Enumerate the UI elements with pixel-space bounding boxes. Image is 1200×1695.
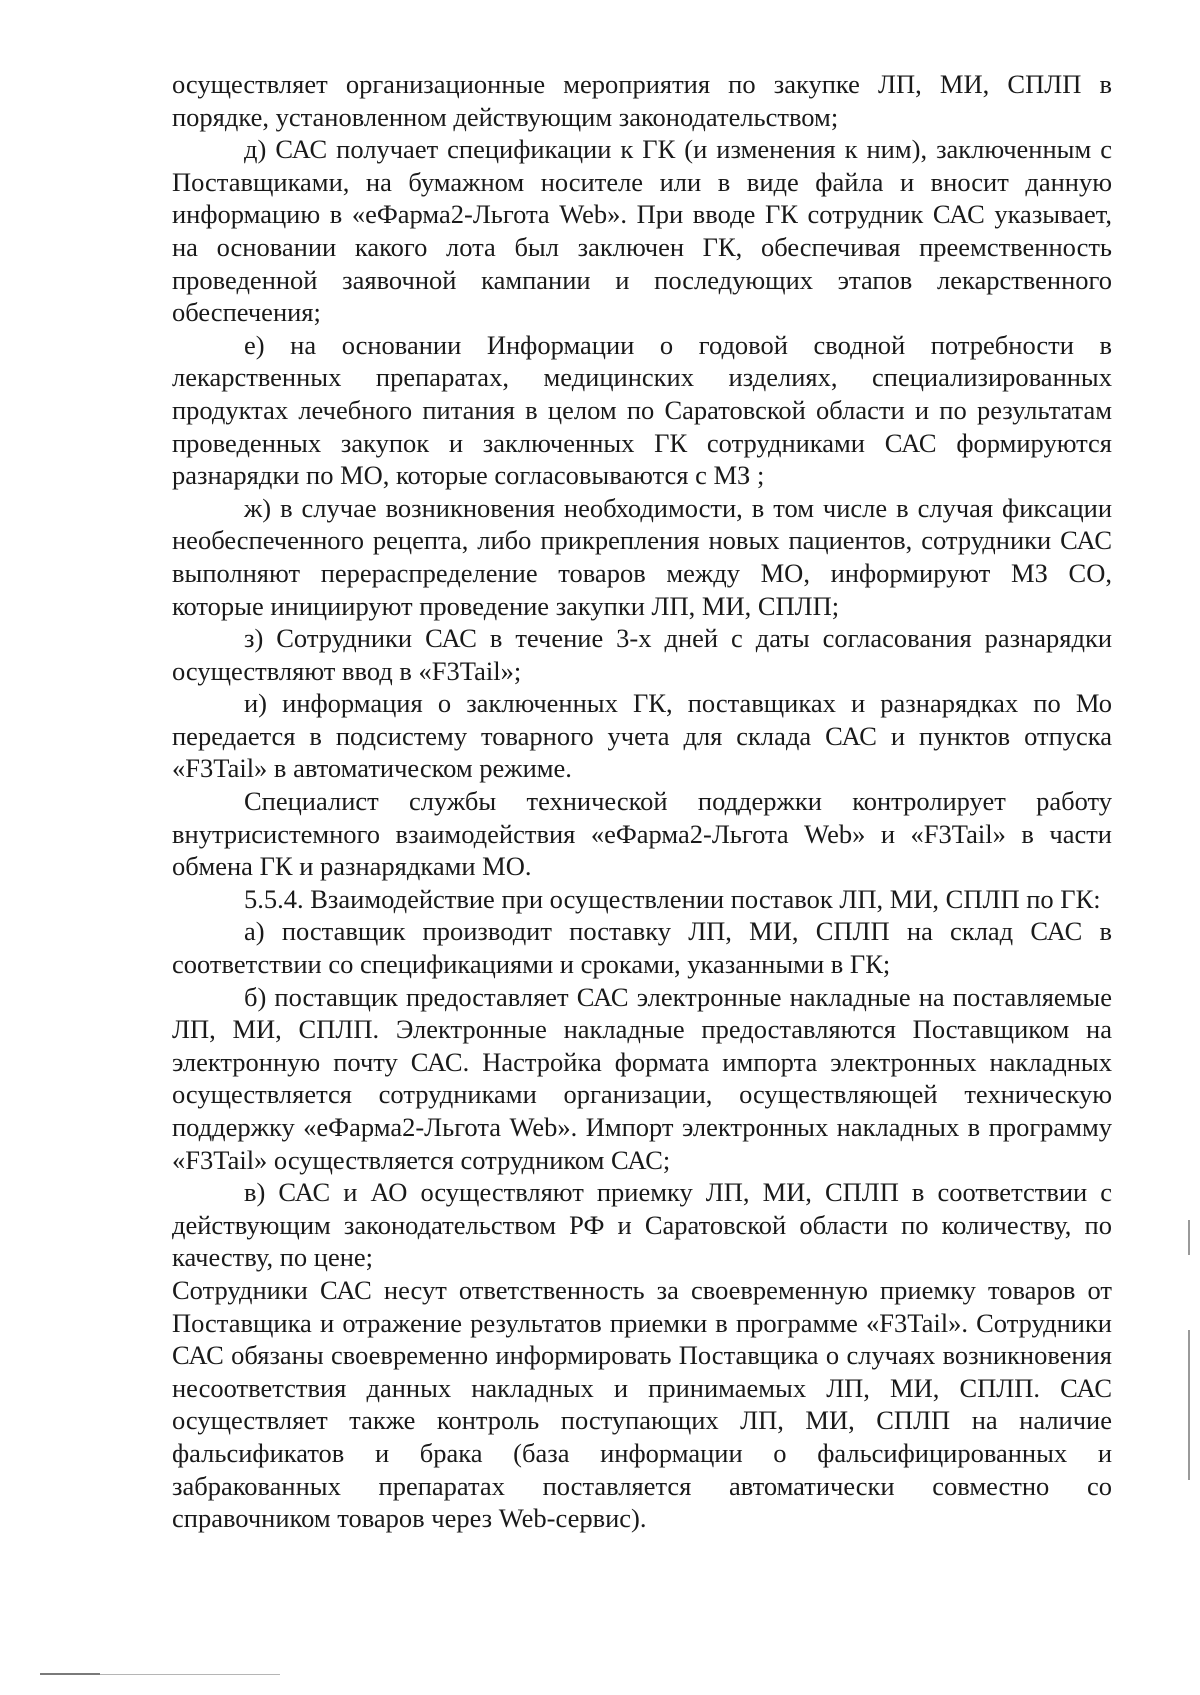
paragraph-support-specialist: Специалист службы технической поддержки контролирует работу внутрисистемного взаимодействия «еФарма2-Льгота Web» и «F3Tail» в части обмена ГК и разнарядками МО. (172, 786, 1112, 882)
paragraph-continuation: осуществляет организационные мероприятия по закупке ЛП, МИ, СПЛП в порядке, установленном действующим законодательством; (172, 69, 1112, 132)
paragraph-item-d: д) САС получает спецификации к ГК (и изменения к ним), заключенным с Поставщиками, на бумажном носителе или в виде файла и вносит данную информацию в «еФарма2-Льгота Web». При вводе ГК сотрудник САС указывает, на основании какого лота был заключен ГК, обеспечивая преемственность проведенной заявочной кампании и последующих этапов лекарственного обеспечения; (172, 134, 1112, 328)
document-page (172, 68, 1112, 1535)
paragraph-item-a: а) поставщик производит поставку ЛП, МИ, СПЛП на склад САС в соответствии со спецификациями и сроками, указанными в ГК; (172, 916, 1112, 980)
paragraph-item-i: и) информация о заключенных ГК, поставщиках и разнарядках по Мо передается в подсистему товарного учета для склада САС и пунктов отпуска «F3Tail» в автоматическом режиме. (172, 688, 1112, 784)
scan-edge-mark (1188, 1330, 1190, 1480)
paragraph-item-e: е) на основании Информации о годовой сводной потребности в лекарственных препаратах, медицинских изделиях, специализированных продуктах лечебного питания в целом по Саратовской области и по результатам проведенных закупок и заключенных ГК сотрудниками САС формируются разнарядки по МО, которые согласовываются с МЗ ; (172, 329, 1112, 491)
paragraph-item-zh: ж) в случае возникновения необходимости, в том числе в случая фиксации необеспеченного рецепта, либо прикрепления новых пациентов, сотрудники САС выполняют перераспределение товаров между МО, информируют МЗ СО, которые инициируют проведение закупки ЛП, МИ, СПЛП; (172, 492, 1112, 621)
scan-bottom-rule (100, 1674, 280, 1675)
scan-edge-mark (1188, 1220, 1190, 1255)
section-heading-5-5-4: 5.5.4. Взаимодействие при осуществлении поставок ЛП, МИ, СПЛП по ГК: (244, 883, 1101, 914)
paragraph-item-z: з) Сотрудники САС в течение 3-х дней с даты согласования разнарядки осуществляют ввод в «F3Tail»; (172, 623, 1112, 686)
paragraph-responsibility: Сотрудники САС несут ответственность за своевременную приемку товаров от Поставщика и отражение результатов приемки в программе «F3Tail». Сотрудники САС обязаны своевременно информировать Поставщика о случаях возникновения несоответствия данных накладных и принимаемых ЛП, МИ, СПЛП. САС осуществляет также контроль поступающих ЛП, МИ, СПЛП на наличие фальсификатов и брака (база информации о фальсифицированных и забракованных препаратах поставляется автоматически совместно со справочником товаров через Web-сервис). (172, 1274, 1112, 1534)
scan-bottom-rule (40, 1673, 100, 1675)
paragraph-item-v: в) САС и АО осуществляют приемку ЛП, МИ, СПЛП в соответствии с действующим законодательством РФ и Саратовской области по количеству, по качеству, по цене; (172, 1177, 1112, 1273)
paragraph-item-b: б) поставщик предоставляет САС электронные накладные на поставляемые ЛП, МИ, СПЛП. Электронные накладные предоставляются Поставщиком на электронную почту САС. Настройка формата импорта электронных накладных осуществляется сотрудниками организации, осуществляющей техническую поддержку «еФарма2-Льгота Web». Импорт электронных накладных в программу «F3Tail» осуществляется сотрудником САС; (172, 981, 1112, 1175)
